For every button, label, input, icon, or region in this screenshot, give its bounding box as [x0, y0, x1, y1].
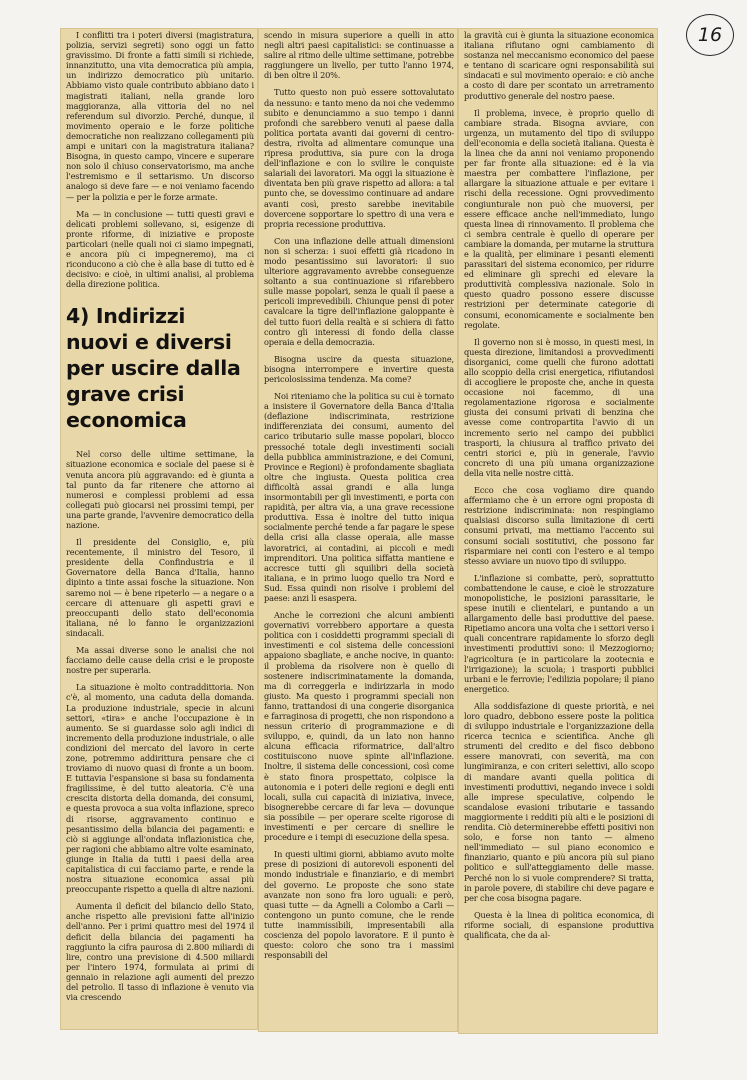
paragraph: Nel corso delle ultime settimane, la situazione economica e sociale del paese si è venuta ancora più aggravando: ed è giunta a tal punto da far ritenere che attorno ai numerosi e complessi problemi ad essa collegati può giocarsi nei prossimi tempi, per una parte grande, l'avvenire democratico della nazione.	[66, 449, 254, 530]
paragraph: Il governo non si è mosso, in questi mesi, in questa direzione, limitandosi a provvedimenti disorganici, come quelli che furono adottati allo scoppio della crisi energetica, rifiutandosi di accogliere le proposte che, anche in questa occasione noi facemmo, di una regolamentazione rigorosa e socialmente giusta dei consumi privati di benzina che avesse come contropartita l'avvio di un incremento serio nel campo dei pubblici trasporti, la chiusura al traffico privato dei centri storici e, più in generale, l'avvio concreto di una più umana organizzazione della vita nelle nostre città.	[464, 336, 654, 478]
article-column-2	[264, 30, 454, 1030]
section-headline: 4) Indirizzi nuovi e diversi per uscire dalla grave crisi economica	[66, 304, 241, 433]
paragraph: I conflitti tra i poteri diversi (magistratura, polizia, servizi segreti) sono oggi un fatto gravissimo. Di fronte a fatti simili si richiede, innanzitutto, una vita democratica più ampia, un indirizzo democratico più unitario. Abbiamo visto quale contributo abbiano dato i magistrati italiani, nella grande loro maggioranza, alla vittoria del no nel referendum sul divorzio. Perché, dunque, il movimento operaio e le forze politiche democratiche non realizzano collegamenti più ampi e unitari con la magistratura italiana? Bisogna, in questo campo, vincere e superare non solo il chiuso conservatorismo, ma anche l'estremismo e il settarismo. Un discorso analogo si deve fare — e noi veniamo facendo — per la polizia e per le forze armate.	[66, 30, 254, 202]
paragraph: Bisogna uscire da questa situazione, bisogna interrompere e invertire questa pericolosissima tendenza. Ma come?	[264, 353, 454, 384]
article-column-1	[66, 30, 254, 1028]
paragraph: Tutto questo non può essere sottovalutato da nessuno: e tanto meno da noi che vedemmo subito e denunciammo a suo tempo i danni profondi che sarebbero venuti al paese dalla politica portata avanti dai governi di centro-destra, rivolta ad alimentare comunque una ripresa produttiva, sia pure con la droga dell'inflazione e con lo svilire le conquiste salariali dei lavoratori. Ma oggi la situazione è diventata ben più grave rispetto ad allora: a tal punto che, se dovessimo continuare ad andare avanti così, presto sarebbe inevitabile dovercene sopportare lo spettro di una vera e propria recessione produttiva.	[264, 87, 454, 229]
paragraph: Ecco che cosa vogliamo dire quando affermiamo che è un errore ogni proposta di restrizione indiscriminata: non respingiamo qualsiasi discorso sulla limitazione di certi consumi privati, ma mettiamo l'accento sui consumi sociali sostitutivi, che possono far risparmiare nei conti con l'estero e al tempo stesso avviare un nuovo tipo di sviluppo.	[464, 485, 654, 566]
paragraph: L'inflazione si combatte, però, soprattutto combattendone le cause, e cioè le strozzature monopolistiche, le posizioni parassitarie, le spese inutili e clientelari, e puntando a un allargamento delle basi produttive del paese. Ripetiamo ancora una volta che i settori verso i quali concentrare rapidamente lo sforzo degli investimenti produttivi sono: il Mezzogiorno; l'agricoltura (e in particolare la zootecnia e l'irrigazione); la scuola; i trasporti pubblici urbani e le ferrovie; l'edilizia popolare; il piano energetico.	[464, 572, 654, 694]
paragraph: Con una inflazione delle attuali dimensioni non si scherza: i suoi effetti già ricadono in modo pesantissimo sui lavoratori: il suo ulteriore aggravamento avrebbe conseguenze soltanto a sua continuazione si rifarebbero sulle masse popolari, senza le quali il paese a pericoli imprevedibili. Chiunque pensi di poter cavalcare la tigre dell'inflazione galoppante è del tutto fuori della realtà e si schiera di fatto contro gli interessi di fondo della classe operaia e della democrazia.	[264, 235, 454, 347]
paragraph: Alla soddisfazione di queste priorità, e nei loro quadro, debbono essere poste la politica di sviluppo industriale e l'organizzazione della ricerca tecnica e scientifica. Anche gli strumenti del credito e del fisco debbono essere manovrati, con severità, ma con lungimiranza, e con criteri selettivi, allo scopo di mandare avanti quella politica di investimenti produttivi, negando invece i soldi alle imprese speculative, colpendo le scandalose evasioni tributarie e tassando maggiormente i redditi più alti e le posizioni di rendita. Ciò determinerebbe effetti positivi non solo, e forse non tanto — almeno nell'immediato — sul piano economico e finanziario, quanto e più ancora più sul piano politico e sull'atteggiamento delle masse. Perché non lo si vuole comprendere? Si tratta, in parole povere, di stabilire chi deve pagare e per che cosa bisogna pagare.	[464, 700, 654, 903]
paragraph: Aumenta il deficit del bilancio dello Stato, anche rispetto alle previsioni fatte all'inizio dell'anno. Per i primi quattro mesi del 1974 il deficit della bilancia dei pagamenti ha raggiunto la cifra paurosa di 2.800 miliardi di lire, contro una previsione di 4.500 miliardi per l'intero 1974, formulata ai primi di gennaio in relazione agli aumenti del prezzo del petrolio. Il tasso di inflazione è venuto via via crescendo	[66, 901, 254, 1003]
paragraph: In questi ultimi giorni, abbiamo avuto molte prese di posizioni di autorevoli esponenti del mondo industriale e finanziario, e di membri del governo. Le proposte che sono state avanzate non sono fra loro uguali: e però, quasi tutte — da Agnelli a Colombo a Carli — contengono un punto comune, che le rende tutte inammissibili, impresentabili alla coscienza del popolo lavoratore. E il punto è questo: coloro che sono tra i massimi responsabili del	[264, 849, 454, 961]
paragraph: La situazione è molto contraddittoria. Non c'è, al momento, una caduta della domanda. La produzione industriale, specie in alcuni settori, «tira» e anche l'occupazione è in aumento. Se si guardasse solo agli indici di incremento della produzione industriale, o alle condizioni del mercato del lavoro in certe zone, potremmo addirittura pensare che ci troviamo di nuovo quasi di fronte a un boom. E tuttavia l'espansione si basa su fondamenta fragilissime, è del tutto aleatoria. C'è una crescita distorta della domanda, dei consumi, e questa provoca a sua volta inflazione, spreco di risorse, aggravamento continuo e pesantissimo della bilancia dei pagamenti: e ciò si aggiunge all'ondata inflazionistica che, per ragioni che abbiamo altre volte esaminato, giunge in Italia da tutti i paesi della area capitalistica di cui facciamo parte, e rende la nostra situazione economica assai più preoccupante rispetto a quella di altre nazioni.	[66, 682, 254, 895]
paragraph: Ma — in conclusione — tutti questi gravi e delicati problemi sollevano, si, esigenze di pronte riforme, di iniziative e proposte particolari (nelle quali noi ci siamo impegnati, e ancora più ci impegneremo), ma ci riconducono a ciò che è alla base di tutto ed è decisivo: e cioè, in ultimi analisi, al problema della direzione politica.	[66, 208, 254, 290]
paragraph: Il presidente del Consiglio, e, più recentemente, il ministro del Tesoro, il presidente della Confindustria e il Governatore della Banca d'Italia, hanno dipinto a tinte assai fosche la situazione. Non saremo noi — è bene ripeterlo — a negare o a cercare di attenuare gli aspetti gravi e preoccupanti dello stato dell'economia italiana, né lo fanno le organizzazioni sindacali.	[66, 537, 254, 638]
paragraph: la gravità cui è giunta la situazione economica italiana rifiutano ogni cambiamento di sostanza nel meccanismo economico del paese e tentano di scaricare ogni responsabilità sui sindacati e sul movimento operaio: e ciò anche a costo di dare per scontato un arretramento produttivo generale del nostro paese.	[464, 30, 654, 101]
paragraph: Noi riteniamo che la politica su cui è tornato a insistere il Governatore della Banca d'Italia (deflazione indiscriminata, restrizione indifferenziata dei consumi, aumento del carico tributario sulle masse popolari, blocco pressoché totale degli investimenti sociali della pubblica amministrazione, e dei Comuni, Province e Regioni) è profondamente sbagliata oltre che ingiusta. Questa politica crea difficoltà assai grandi e alla lunga insormontabili per gli investimenti, e porta con rapidità, per altra via, a una grave recessione produttiva. Essa è inoltre del tutto iniqua socialmente perché tende a far pagare le spese della crisi alla classe operaia, alle masse lavoratrici, ai contadini, ai piccoli e medi imprenditori. Una politica siffatta mantiene e accresce tutti gli squilibri della società italiana, e in primo luogo quello tra Nord e Sud. Essa quindi non risolve i problemi del paese: anzi li esaspera.	[264, 391, 454, 603]
page-number: 16	[697, 24, 723, 46]
paragraph: Ma assai diverse sono le analisi che noi facciamo delle cause della crisi e le proposte nostre per superarla.	[66, 645, 254, 676]
paragraph: Il problema, invece, è proprio quello di cambiare strada. Bisogna avviare, con urgenza, un mutamento del tipo di sviluppo dell'economia e della società italiana. Questa è la linea che da anni noi veniamo proponendo per far fronte alla situazione: ed è la via maestra per combattere l'inflazione, per allargare la situazione attuale e per evitare i rischi della recessione. Ogni provvedimento congiunturale non può che muoversi, per essere efficace anche nell'immediato, lungo questa linea di rinnovamento. Il problema che ci sembra centrale è quello di operare per cambiare la domanda, per mutarne la struttura e la qualità, per eliminare i pesanti elementi parassitari del sistema economico, per ridurre ed eliminare gli sprechi ed elevare la produttività complessiva nazionale. Solo in questo quadro possono essere discusse restrizioni per determinate categorie di consumi, economicamente e socialmente ben regolate.	[464, 107, 654, 330]
paragraph: Anche le correzioni che alcuni ambienti governativi vorrebbero apportare a questa politica con i cosiddetti programmi speciali di investimenti e col sistema delle concessioni appaiono sbagliate, e anche nocive, in quanto: il problema da risolvere non è quello di sostenere indiscriminatamente la domanda, ma di correggerla e indirizzarla in modo giusto. Ma questo i programmi speciali non fanno, trattandosi di una congerie disorganica e farraginosa di progetti, che non rispondono a nessun criterio di programmazione e di sviluppo, e, quindi, da un lato non hanno alcuna efficacia riformatrice, dall'altro costituiscono nuove spinte all'inflazione. Inoltre, il sistema delle concessioni, così come è stato finora prospettato, colpisce la autonomia e i poteri delle regioni e degli enti locali, sulla cui capacità di iniziativa, invece, bisognerebbe cercare di far leva — dovunque sia possibile — per operare scelte rigorose di investimenti e per cercare di snellire le procedure e i tempi di esecuzione della spesa.	[264, 610, 454, 843]
paragraph: Questa è la linea di politica economica, di riforme sociali, di espansione produttiva qualificata, che da al-	[464, 909, 654, 940]
paragraph: scendo in misura superiore a quelli in atto negli altri paesi capitalistici: se continuasse a salire al ritmo delle ultime settimane, potrebbe raggiungere un livello, per tutto l'anno 1974, di ben oltre il 20%.	[264, 30, 454, 81]
article-column-3	[464, 30, 654, 1032]
page-number-stamp	[686, 14, 734, 56]
